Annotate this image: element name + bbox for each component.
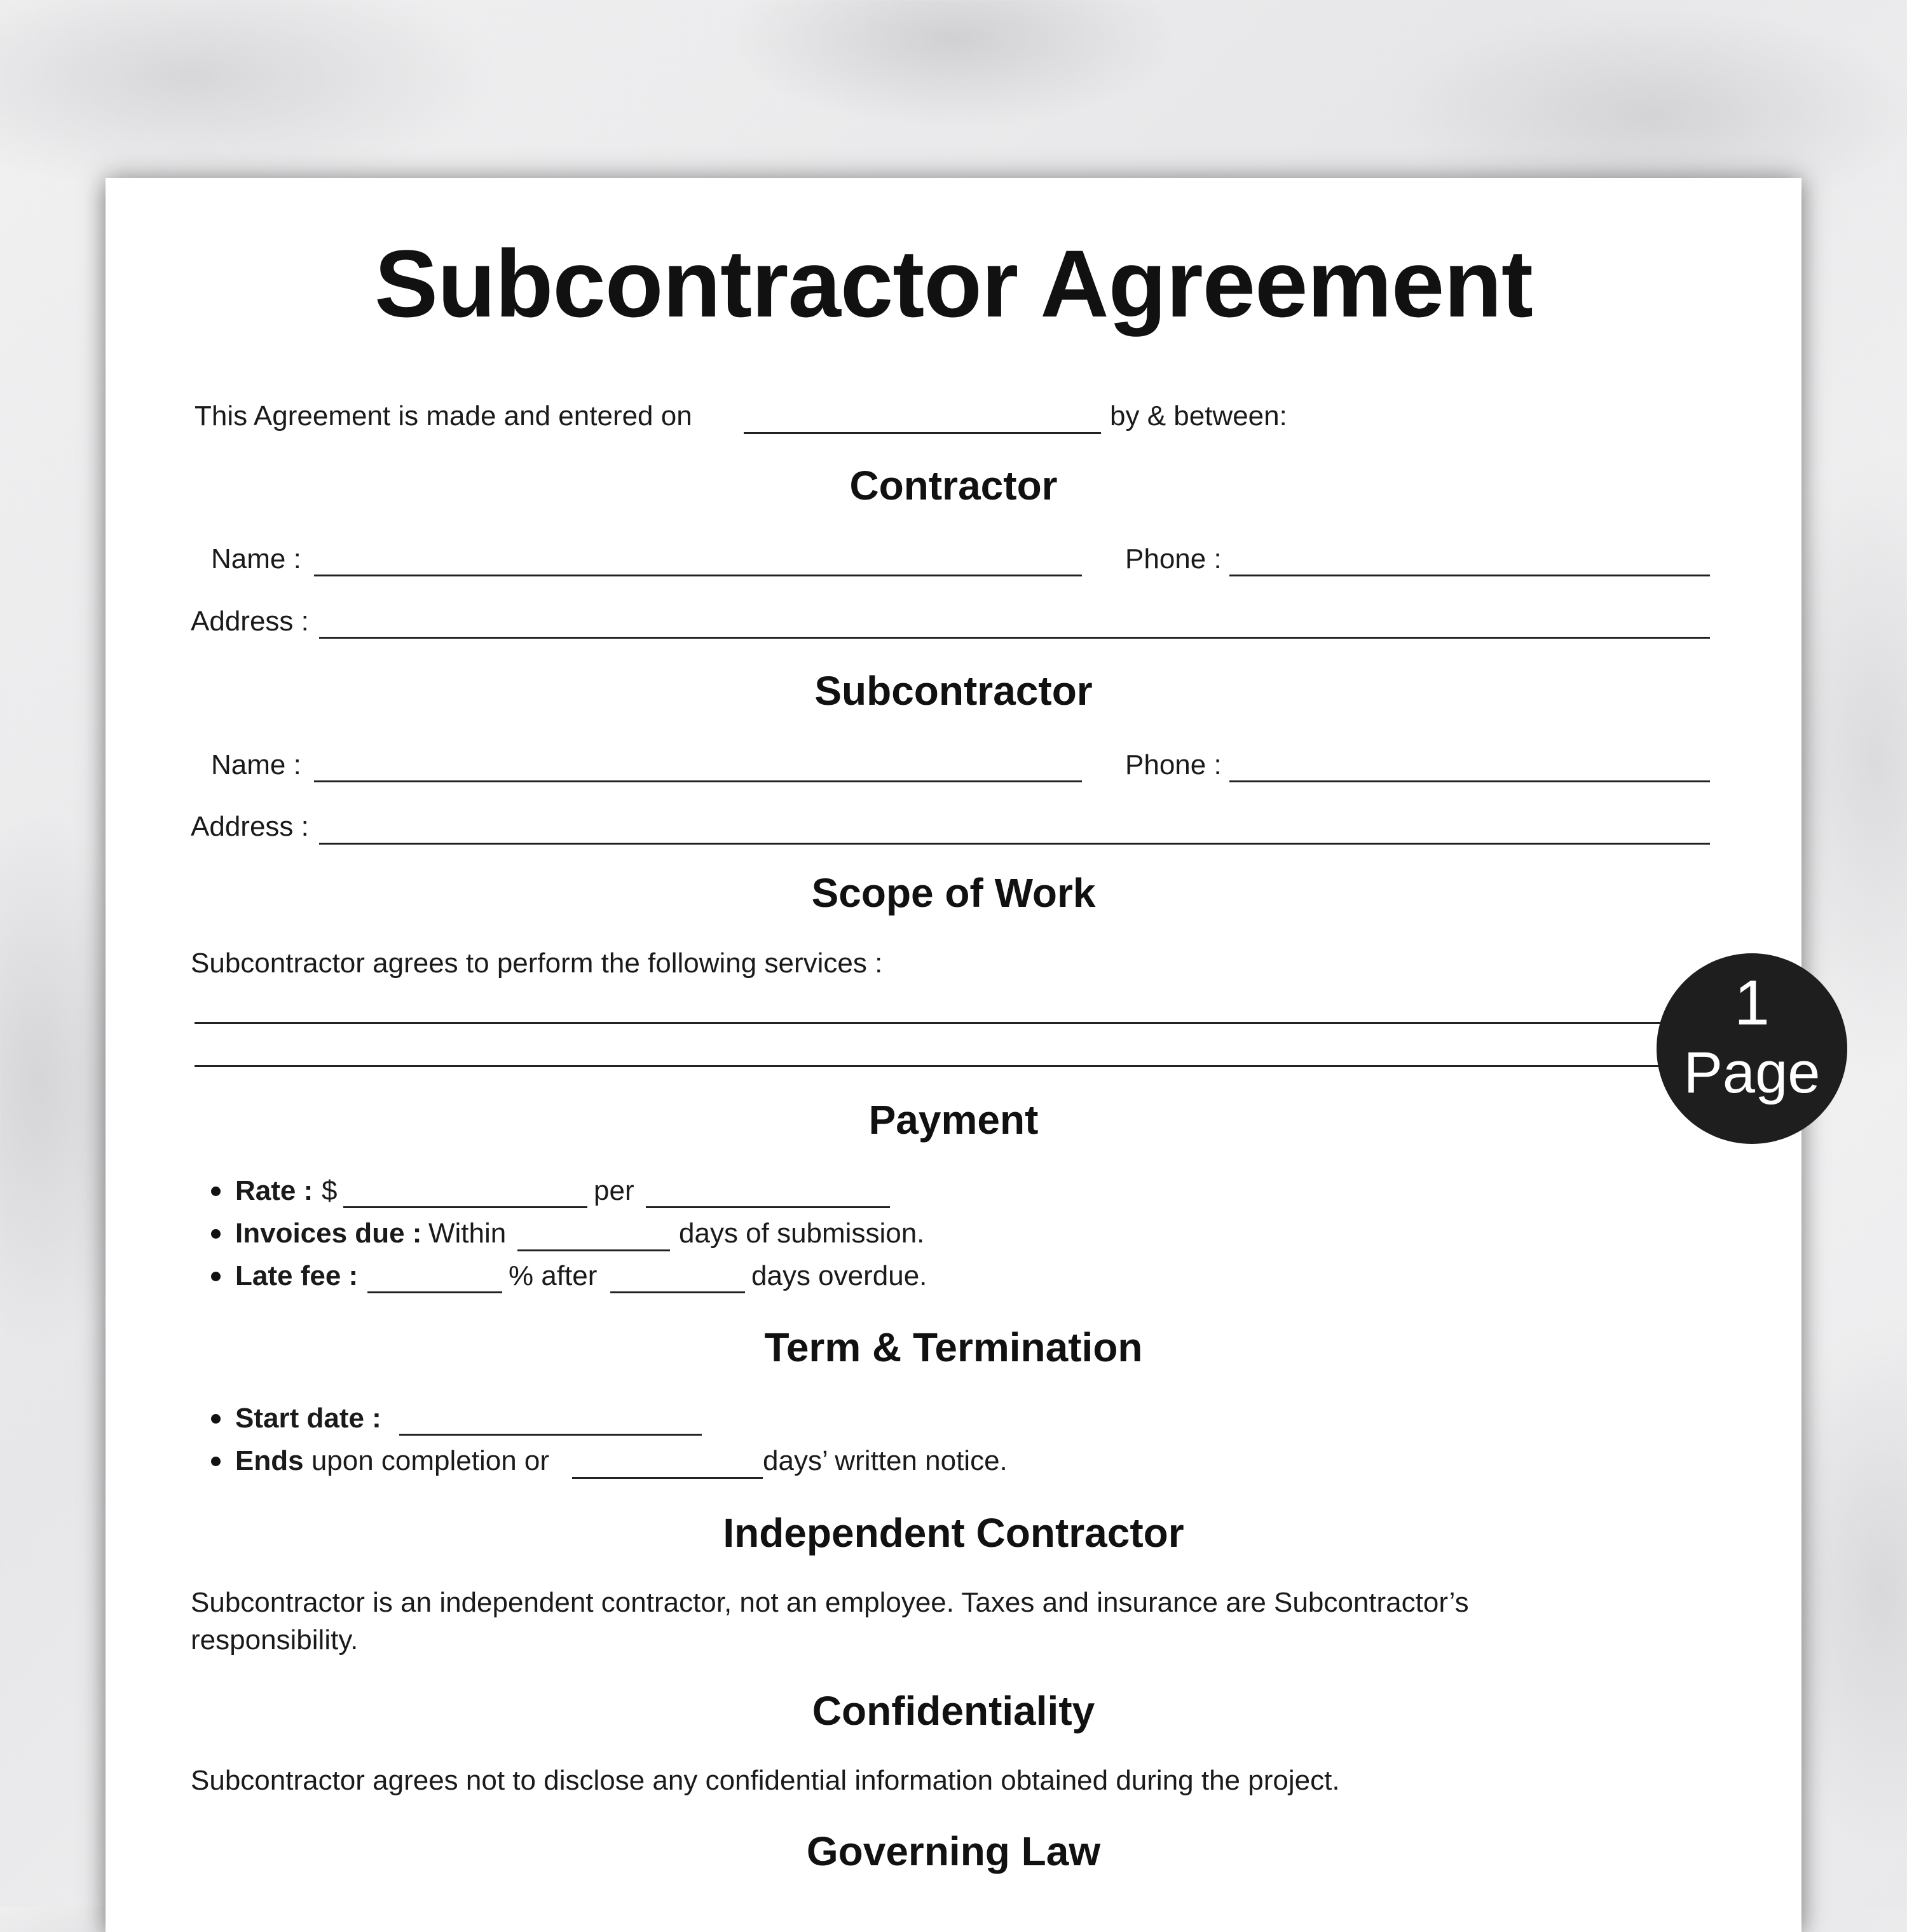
page-count-number: 1 bbox=[1734, 967, 1770, 1038]
invoices-within: Within bbox=[428, 1218, 507, 1249]
independent-text-line-2: responsibility. bbox=[191, 1624, 359, 1656]
invoices-suffix: days of submission. bbox=[679, 1218, 925, 1249]
contractor-phone-label: Phone : bbox=[1125, 543, 1222, 575]
page-count-word: Page bbox=[1683, 1040, 1821, 1105]
late-fee-percent-field[interactable] bbox=[367, 1291, 502, 1293]
subcontractor-name-field[interactable] bbox=[314, 780, 1082, 782]
contractor-address-field[interactable] bbox=[319, 637, 1710, 639]
late-fee-suffix: days overdue. bbox=[751, 1260, 927, 1291]
scope-services-line-1[interactable] bbox=[195, 1022, 1682, 1024]
contractor-address-label: Address : bbox=[191, 606, 309, 637]
rate-label: Rate : bbox=[235, 1175, 313, 1206]
independent-heading: Independent Contractor bbox=[723, 1510, 1184, 1556]
payment-heading: Payment bbox=[868, 1097, 1039, 1143]
contractor-heading: Contractor bbox=[849, 463, 1058, 508]
contractor-name-label: Name : bbox=[211, 543, 301, 575]
confidentiality-heading: Confidentiality bbox=[812, 1688, 1095, 1734]
notice-days-field[interactable] bbox=[572, 1477, 763, 1479]
bullet-ends bbox=[211, 1457, 221, 1466]
subcontractor-name-label: Name : bbox=[211, 749, 301, 780]
confidentiality-text: Subcontractor agrees not to disclose any confidential information obtained during the project. bbox=[191, 1765, 1340, 1796]
scope-services-line-2[interactable] bbox=[195, 1065, 1682, 1067]
rate-amount-field[interactable] bbox=[343, 1206, 587, 1208]
intro-suffix: by & between: bbox=[1110, 400, 1287, 432]
term-heading: Term & Termination bbox=[764, 1324, 1143, 1370]
contractor-phone-field[interactable] bbox=[1229, 575, 1710, 576]
subcontractor-phone-label: Phone : bbox=[1125, 749, 1222, 780]
agreement-sheet bbox=[106, 178, 1801, 1932]
page-title: Subcontractor Agreement bbox=[374, 230, 1533, 337]
start-date-field[interactable] bbox=[399, 1434, 702, 1436]
bullet-late-fee bbox=[211, 1272, 221, 1281]
invoices-label: Invoices due : bbox=[235, 1218, 422, 1249]
bullet-rate bbox=[211, 1187, 221, 1196]
independent-text-line-1: Subcontractor is an independent contractor, not an employee. Taxes and insurance are Subcontractor’s bbox=[191, 1587, 1469, 1618]
subcontractor-address-label: Address : bbox=[191, 811, 309, 842]
rate-currency: $ bbox=[322, 1175, 338, 1206]
late-fee-after: % after bbox=[509, 1260, 598, 1291]
intro-prefix: This Agreement is made and entered on bbox=[195, 400, 692, 432]
start-date-label: Start date : bbox=[235, 1403, 381, 1434]
ends-suffix: days’ written notice. bbox=[763, 1445, 1008, 1476]
agreement-date-field[interactable] bbox=[744, 432, 1101, 434]
scope-text: Subcontractor agrees to perform the following services : bbox=[191, 948, 883, 979]
bullet-start-date bbox=[211, 1414, 221, 1424]
subcontractor-phone-field[interactable] bbox=[1229, 780, 1710, 782]
late-fee-days-field[interactable] bbox=[610, 1291, 745, 1293]
governing-law-heading: Governing Law bbox=[806, 1828, 1101, 1874]
page-count-badge bbox=[1657, 953, 1847, 1144]
scope-heading: Scope of Work bbox=[811, 870, 1096, 916]
subcontractor-heading: Subcontractor bbox=[814, 668, 1093, 714]
rate-period-field[interactable] bbox=[646, 1206, 890, 1208]
rate-per: per bbox=[594, 1175, 634, 1206]
subcontractor-address-field[interactable] bbox=[319, 843, 1710, 845]
bullet-invoices bbox=[211, 1229, 221, 1239]
late-fee-label: Late fee : bbox=[235, 1260, 359, 1291]
invoices-days-field[interactable] bbox=[517, 1249, 670, 1251]
contractor-name-field[interactable] bbox=[314, 575, 1082, 576]
ends-clause: Ends upon completion or bbox=[235, 1445, 550, 1476]
